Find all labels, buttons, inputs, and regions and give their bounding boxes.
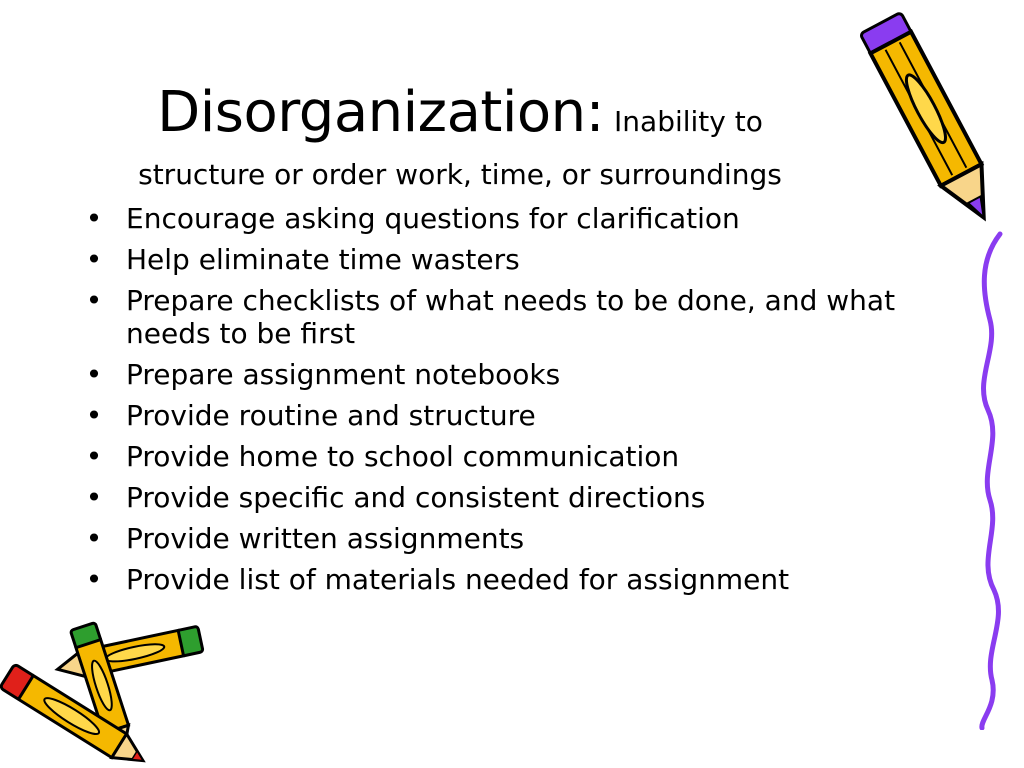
- pencil-clipart-icon: [858, 2, 1008, 242]
- list-item-text: Help eliminate time wasters: [126, 243, 520, 276]
- list-item-text: Provide written assignments: [126, 522, 525, 555]
- list-item-text: Encourage asking questions for clarification: [126, 202, 740, 235]
- list-item-text: Provide specific and consistent directions: [126, 481, 706, 514]
- title-subtitle-line2: structure or order work, time, or surroundings: [138, 158, 782, 191]
- list-item-text: Prepare checklists of what needs to be done, and what needs to be first: [126, 284, 896, 350]
- bullet-icon: •: [85, 358, 103, 391]
- list-item-text: Provide list of materials needed for assignment: [126, 563, 790, 596]
- list-item: [84, 202, 934, 235]
- bullet-icon: •: [85, 399, 103, 432]
- bullet-icon: •: [85, 284, 103, 317]
- bullet-icon: •: [85, 522, 103, 555]
- list-item-text: Prepare assignment notebooks: [126, 358, 561, 391]
- list-item: [84, 522, 934, 555]
- bullet-list: [84, 202, 934, 604]
- bullet-icon: •: [85, 481, 103, 514]
- list-item: [84, 358, 934, 391]
- title-main: Disorganization:: [157, 80, 605, 145]
- slide-title: [40, 78, 880, 193]
- bullet-icon: •: [85, 440, 103, 473]
- bullet-icon: •: [85, 202, 103, 235]
- bullet-icon: •: [85, 563, 103, 596]
- bullet-icon: •: [85, 243, 103, 276]
- list-item: [84, 243, 934, 276]
- title-subtitle: Inability to: [614, 105, 763, 138]
- list-item: [84, 284, 934, 350]
- list-item: [84, 399, 934, 432]
- list-item-text: Provide routine and structure: [126, 399, 536, 432]
- list-item: [84, 563, 934, 596]
- squiggle-line-icon: [960, 230, 1020, 730]
- pencils-clipart-icon: [0, 615, 210, 765]
- list-item-text: Provide home to school communication: [126, 440, 680, 473]
- list-item: [84, 481, 934, 514]
- list-item: [84, 440, 934, 473]
